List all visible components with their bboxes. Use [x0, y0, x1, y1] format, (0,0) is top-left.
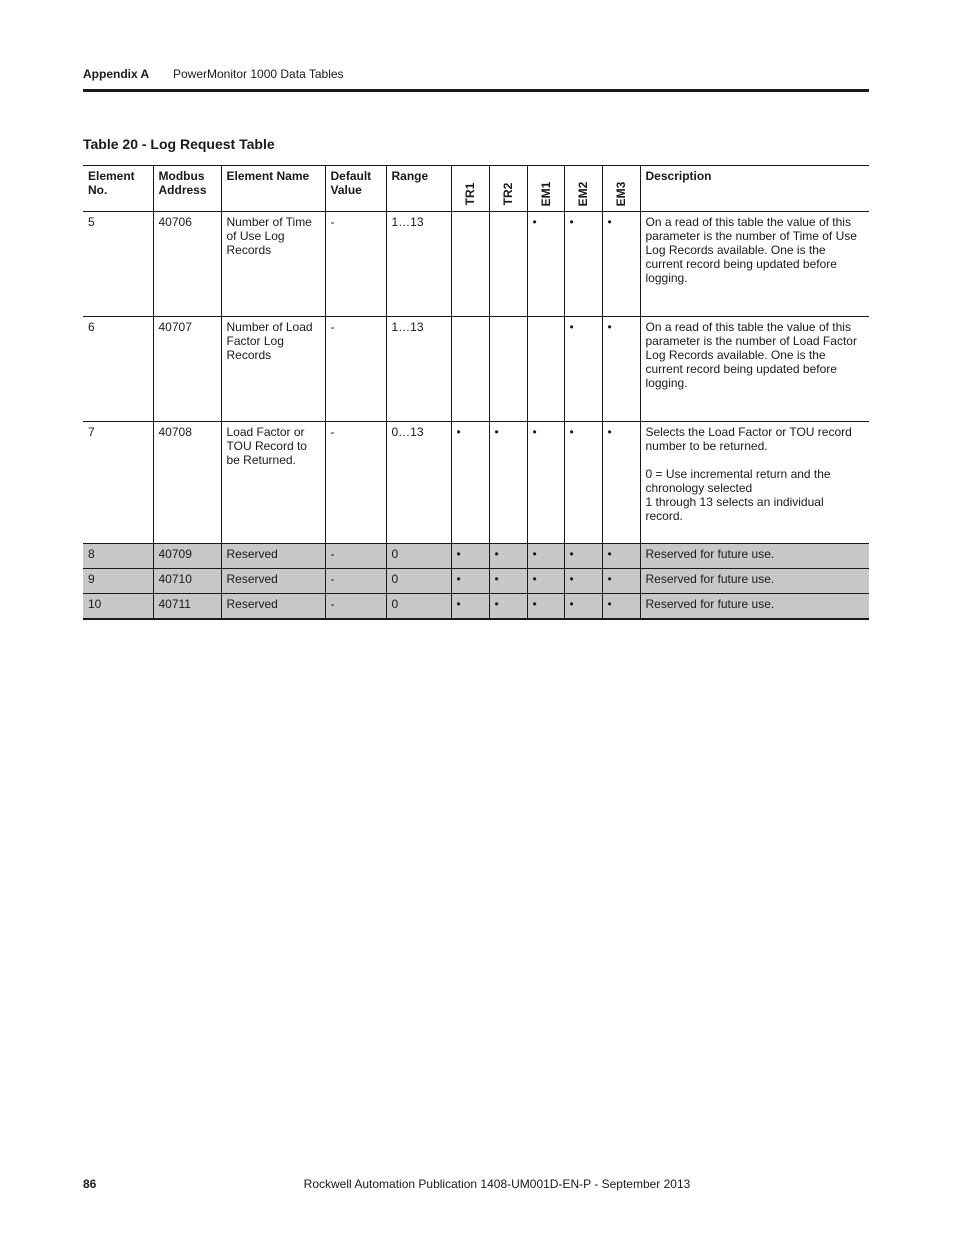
page-number: 86	[83, 1177, 97, 1191]
cell-modbus-address: 40711	[153, 594, 221, 620]
cell-modbus-address: 40709	[153, 544, 221, 569]
cell-default-value: -	[325, 317, 386, 422]
cell-element-no: 9	[83, 569, 153, 594]
cell-element-no: 7	[88, 425, 95, 439]
cell-em1: •	[527, 594, 564, 620]
cell-tr2: •	[489, 422, 527, 544]
cell-em2: •	[564, 594, 602, 620]
cell-range: 0	[386, 544, 451, 569]
log-request-table	[83, 165, 869, 620]
cell-element-name: Number of Time of Use Log Records	[221, 212, 325, 317]
col-tr1-label: TR1	[463, 182, 477, 206]
cell-em1: •	[527, 212, 564, 317]
cell-modbus-address: 40707	[153, 317, 221, 422]
publication-footer: Rockwell Automation Publication 1408-UM001D-EN-P - September 2013	[303, 1177, 691, 1191]
cell-element-name: Reserved	[221, 544, 325, 569]
cell-range: 0	[386, 594, 451, 620]
cell-tr1	[451, 212, 489, 317]
cell-default-value: -	[325, 544, 386, 569]
col-tr2	[489, 166, 527, 212]
cell-element-no: 6	[88, 320, 95, 334]
col-default-value: Default Value	[325, 166, 386, 212]
cell-tr2: •	[489, 544, 527, 569]
table-header-row	[83, 166, 869, 212]
col-em1-label: EM1	[538, 181, 553, 207]
cell-element-name: Number of Load Factor Log Records	[221, 317, 325, 422]
cell-element-name: Load Factor or TOU Record to be Returned.	[221, 422, 325, 544]
cell-range: 0…13	[386, 422, 451, 544]
cell-em3: •	[602, 212, 640, 317]
cell-em2: •	[564, 422, 602, 544]
col-tr1	[451, 166, 489, 212]
col-em3	[602, 166, 640, 212]
col-description: Description	[640, 166, 869, 212]
table-title: Table 20 - Log Request Table	[83, 136, 275, 152]
page-header	[83, 66, 869, 82]
col-em2-label: EM2	[576, 181, 590, 207]
cell-description: Reserved for future use.	[640, 569, 869, 594]
cell-em3: •	[602, 569, 640, 594]
col-tr2-label: TR2	[501, 182, 515, 206]
section-title: PowerMonitor 1000 Data Tables	[173, 67, 344, 81]
cell-tr1: •	[451, 569, 489, 594]
cell-description: Reserved for future use.	[640, 544, 869, 569]
cell-element-no: 10	[83, 594, 153, 620]
col-range: Range	[386, 166, 451, 212]
cell-em2: •	[564, 569, 602, 594]
cell-em1: •	[527, 544, 564, 569]
cell-range: 1…13	[386, 317, 451, 422]
cell-description: On a read of this table the value of this parameter is the number of Load Factor Log Records available. One is the current record being updated before logging.	[640, 317, 869, 422]
cell-tr1: •	[451, 594, 489, 620]
description-line: Selects the Load Factor or TOU record number to be returned.	[645, 425, 852, 453]
appendix-label: Appendix A	[83, 67, 150, 81]
cell-default-value: -	[325, 422, 386, 544]
description-line: 0 = Use incremental return and the chronology selected	[645, 467, 831, 495]
table-row	[83, 544, 869, 569]
cell-em1	[527, 317, 564, 422]
cell-em2: •	[564, 212, 602, 317]
col-element-name: Element Name	[221, 166, 325, 212]
cell-modbus-address: 40708	[153, 422, 221, 544]
cell-tr2: •	[489, 594, 527, 620]
cell-description	[640, 422, 869, 544]
cell-element-name: Reserved	[221, 594, 325, 620]
cell-tr2	[489, 212, 527, 317]
cell-tr2: •	[489, 569, 527, 594]
header-rule	[83, 89, 869, 92]
cell-element-name: Reserved	[221, 569, 325, 594]
cell-tr1: •	[451, 422, 489, 544]
cell-em2: •	[564, 317, 602, 422]
cell-tr2	[489, 317, 527, 422]
col-em3-label: EM3	[614, 181, 628, 207]
cell-description: On a read of this table the value of this parameter is the number of Time of Use Log Records available. One is the current record being updated before logging.	[640, 212, 869, 317]
col-em2	[564, 166, 602, 212]
cell-tr1: •	[451, 544, 489, 569]
cell-default-value: -	[325, 212, 386, 317]
cell-modbus-address: 40710	[153, 569, 221, 594]
cell-range: 0	[386, 569, 451, 594]
cell-modbus-address: 40706	[153, 212, 221, 317]
description-line: 1 through 13 selects an individual record.	[645, 495, 824, 523]
cell-em1: •	[527, 569, 564, 594]
table-row	[83, 212, 869, 317]
col-modbus-address: Modbus Address	[153, 166, 221, 212]
cell-tr1	[451, 317, 489, 422]
cell-element-no: 8	[83, 544, 153, 569]
cell-range: 1…13	[386, 212, 451, 317]
col-em1	[527, 166, 564, 212]
cell-element-no: 5	[88, 215, 95, 229]
table-row	[83, 569, 869, 594]
cell-em3: •	[602, 317, 640, 422]
cell-em3: •	[602, 422, 640, 544]
table-row	[83, 317, 869, 422]
cell-default-value: -	[325, 569, 386, 594]
col-element-no: Element No.	[88, 169, 135, 197]
cell-em3: •	[602, 594, 640, 620]
table-row	[83, 422, 869, 544]
cell-default-value: -	[325, 594, 386, 620]
cell-em2: •	[564, 544, 602, 569]
table-row	[83, 594, 869, 620]
cell-em1: •	[527, 422, 564, 544]
cell-description: Reserved for future use.	[640, 594, 869, 620]
cell-em3: •	[602, 544, 640, 569]
